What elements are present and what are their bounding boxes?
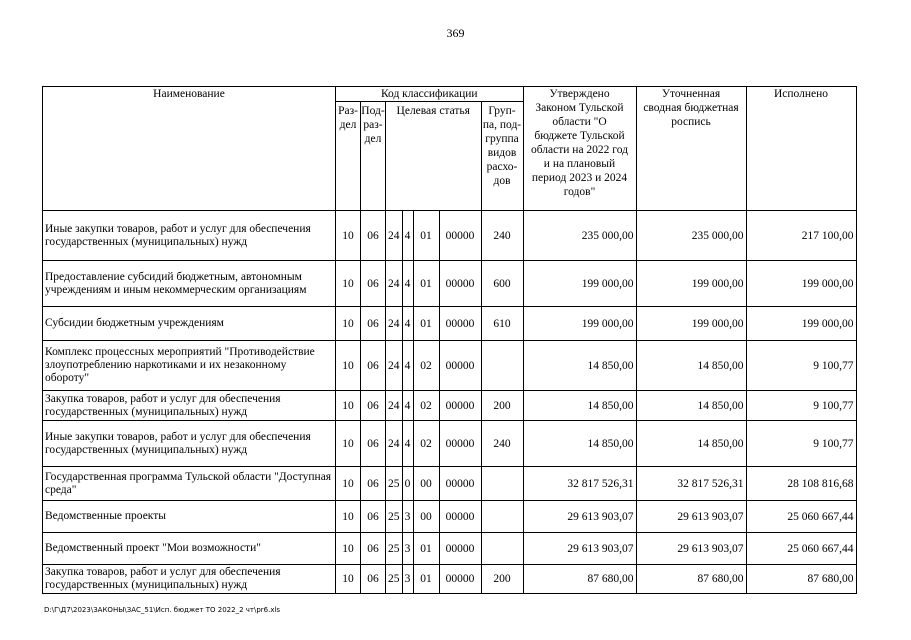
row-subsection: 06 bbox=[361, 261, 386, 307]
table-row bbox=[43, 565, 857, 594]
row-target-event: 02 bbox=[413, 391, 439, 421]
row-subsection: 06 bbox=[361, 391, 386, 421]
row-refined-amount: 14 850,00 bbox=[636, 341, 746, 391]
row-target-event: 01 bbox=[413, 533, 439, 565]
row-target-subprogram: 3 bbox=[402, 501, 413, 533]
row-section: 10 bbox=[336, 261, 361, 307]
row-expense-group bbox=[481, 501, 523, 533]
row-section: 10 bbox=[336, 391, 361, 421]
row-target-subprogram: 4 bbox=[402, 341, 413, 391]
row-refined-amount: 14 850,00 bbox=[636, 421, 746, 467]
row-section: 10 bbox=[336, 307, 361, 341]
row-section: 10 bbox=[336, 211, 361, 261]
page-number: 369 bbox=[446, 26, 465, 40]
row-target-program: 24 bbox=[386, 211, 403, 261]
row-name: Ведомственный проект "Мои возможности" bbox=[43, 533, 336, 565]
row-refined-amount: 199 000,00 bbox=[636, 261, 746, 307]
row-target-direction: 00000 bbox=[439, 533, 481, 565]
row-executed-amount: 25 060 667,44 bbox=[746, 501, 856, 533]
table-row bbox=[43, 467, 857, 501]
table-row bbox=[43, 211, 857, 261]
row-section: 10 bbox=[336, 467, 361, 501]
row-approved-amount: 29 613 903,07 bbox=[523, 501, 636, 533]
row-target-event: 00 bbox=[413, 467, 439, 501]
row-target-direction: 00000 bbox=[439, 341, 481, 391]
row-name: Иные закупки товаров, работ и услуг для обеспечения государственных (муниципальных) нужд bbox=[43, 211, 336, 261]
header-subsection: Под- раз- дел bbox=[361, 102, 386, 211]
row-section: 10 bbox=[336, 341, 361, 391]
row-target-program: 25 bbox=[386, 565, 403, 594]
row-refined-amount: 29 613 903,07 bbox=[636, 533, 746, 565]
row-target-subprogram: 3 bbox=[402, 565, 413, 594]
table-row bbox=[43, 261, 857, 307]
row-approved-amount: 199 000,00 bbox=[523, 261, 636, 307]
table-row bbox=[43, 421, 857, 467]
row-expense-group: 610 bbox=[481, 307, 523, 341]
row-target-subprogram: 4 bbox=[402, 391, 413, 421]
row-target-event: 01 bbox=[413, 211, 439, 261]
row-expense-group: 200 bbox=[481, 391, 523, 421]
row-subsection: 06 bbox=[361, 341, 386, 391]
row-target-event: 01 bbox=[413, 261, 439, 307]
table-row bbox=[43, 391, 857, 421]
row-target-direction: 00000 bbox=[439, 467, 481, 501]
row-approved-amount: 87 680,00 bbox=[523, 565, 636, 594]
row-target-event: 02 bbox=[413, 421, 439, 467]
header-classification-code: Код классификации bbox=[336, 87, 524, 102]
row-subsection: 06 bbox=[361, 501, 386, 533]
row-section: 10 bbox=[336, 533, 361, 565]
row-refined-amount: 199 000,00 bbox=[636, 307, 746, 341]
row-expense-group bbox=[481, 533, 523, 565]
row-expense-group bbox=[481, 341, 523, 391]
row-refined-amount: 32 817 526,31 bbox=[636, 467, 746, 501]
row-section: 10 bbox=[336, 501, 361, 533]
row-refined-amount: 235 000,00 bbox=[636, 211, 746, 261]
header-name: Наименование bbox=[43, 87, 336, 211]
file-path-footer: D:\Г\Д7\2023\ЗАКОНЫ\ЗАС_51\Исп. бюджет ТО 2022_2 чт\pr6.xls bbox=[44, 606, 281, 614]
row-target-event: 00 bbox=[413, 501, 439, 533]
row-refined-amount: 87 680,00 bbox=[636, 565, 746, 594]
row-target-program: 25 bbox=[386, 533, 403, 565]
row-executed-amount: 87 680,00 bbox=[746, 565, 856, 594]
row-target-subprogram: 3 bbox=[402, 533, 413, 565]
row-subsection: 06 bbox=[361, 211, 386, 261]
table-row bbox=[43, 341, 857, 391]
row-target-subprogram: 0 bbox=[402, 467, 413, 501]
budget-table bbox=[42, 86, 857, 594]
row-subsection: 06 bbox=[361, 307, 386, 341]
row-name: Закупка товаров, работ и услуг для обеспечения государственных (муниципальных) нужд bbox=[43, 565, 336, 594]
row-target-program: 24 bbox=[386, 391, 403, 421]
row-executed-amount: 25 060 667,44 bbox=[746, 533, 856, 565]
row-subsection: 06 bbox=[361, 533, 386, 565]
row-name: Государственная программа Тульской области "Доступная среда" bbox=[43, 467, 336, 501]
row-expense-group: 240 bbox=[481, 421, 523, 467]
row-approved-amount: 32 817 526,31 bbox=[523, 467, 636, 501]
row-target-direction: 00000 bbox=[439, 501, 481, 533]
table-body bbox=[43, 211, 857, 594]
row-executed-amount: 199 000,00 bbox=[746, 261, 856, 307]
header-section: Раз- дел bbox=[336, 102, 361, 211]
header-expense-group: Груп- па, под- группа видов расхо- дов bbox=[481, 102, 523, 211]
row-target-subprogram: 4 bbox=[402, 261, 413, 307]
header-target-article: Целевая статья bbox=[386, 102, 482, 211]
row-target-program: 24 bbox=[386, 421, 403, 467]
row-target-subprogram: 4 bbox=[402, 307, 413, 341]
row-target-event: 01 bbox=[413, 307, 439, 341]
table-row bbox=[43, 307, 857, 341]
row-target-subprogram: 4 bbox=[402, 211, 413, 261]
row-executed-amount: 28 108 816,68 bbox=[746, 467, 856, 501]
row-target-program: 25 bbox=[386, 467, 403, 501]
row-target-direction: 00000 bbox=[439, 211, 481, 261]
table-row bbox=[43, 533, 857, 565]
row-approved-amount: 235 000,00 bbox=[523, 211, 636, 261]
row-executed-amount: 199 000,00 bbox=[746, 307, 856, 341]
row-approved-amount: 14 850,00 bbox=[523, 421, 636, 467]
row-target-direction: 00000 bbox=[439, 565, 481, 594]
row-approved-amount: 199 000,00 bbox=[523, 307, 636, 341]
row-expense-group: 600 bbox=[481, 261, 523, 307]
row-target-program: 24 bbox=[386, 307, 403, 341]
row-target-program: 25 bbox=[386, 501, 403, 533]
row-expense-group: 200 bbox=[481, 565, 523, 594]
row-expense-group bbox=[481, 467, 523, 501]
row-approved-amount: 29 613 903,07 bbox=[523, 533, 636, 565]
header-refined: Уточненная сводная бюджетная роспись bbox=[636, 87, 746, 211]
row-refined-amount: 29 613 903,07 bbox=[636, 501, 746, 533]
row-name: Комплекс процессных мероприятий "Противодействие злоупотреблению наркотиками и их незаконному обороту" bbox=[43, 341, 336, 391]
row-subsection: 06 bbox=[361, 467, 386, 501]
row-target-subprogram: 4 bbox=[402, 421, 413, 467]
row-target-event: 01 bbox=[413, 565, 439, 594]
row-approved-amount: 14 850,00 bbox=[523, 341, 636, 391]
row-target-direction: 00000 bbox=[439, 391, 481, 421]
row-target-program: 24 bbox=[386, 341, 403, 391]
row-executed-amount: 217 100,00 bbox=[746, 211, 856, 261]
row-section: 10 bbox=[336, 565, 361, 594]
header-executed: Исполнено bbox=[746, 87, 856, 211]
row-target-direction: 00000 bbox=[439, 307, 481, 341]
row-target-program: 24 bbox=[386, 261, 403, 307]
row-name: Закупка товаров, работ и услуг для обеспечения государственных (муниципальных) нужд bbox=[43, 391, 336, 421]
row-subsection: 06 bbox=[361, 421, 386, 467]
row-refined-amount: 14 850,00 bbox=[636, 391, 746, 421]
row-target-event: 02 bbox=[413, 341, 439, 391]
row-executed-amount: 9 100,77 bbox=[746, 341, 856, 391]
header-approved: Утверждено Законом Тульской области "О бюджете Тульской области на 2022 год и на плановый период 2023 и 2024 годов" bbox=[523, 87, 636, 211]
row-target-direction: 00000 bbox=[439, 261, 481, 307]
table-row bbox=[43, 501, 857, 533]
row-name: Субсидии бюджетным учреждениям bbox=[43, 307, 336, 341]
row-expense-group: 240 bbox=[481, 211, 523, 261]
row-name: Ведомственные проекты bbox=[43, 501, 336, 533]
row-name: Иные закупки товаров, работ и услуг для обеспечения государственных (муниципальных) нужд bbox=[43, 421, 336, 467]
row-executed-amount: 9 100,77 bbox=[746, 421, 856, 467]
row-executed-amount: 9 100,77 bbox=[746, 391, 856, 421]
row-approved-amount: 14 850,00 bbox=[523, 391, 636, 421]
row-name: Предоставление субсидий бюджетным, автономным учреждениям и иным некоммерческим организациям bbox=[43, 261, 336, 307]
row-subsection: 06 bbox=[361, 565, 386, 594]
row-target-direction: 00000 bbox=[439, 421, 481, 467]
row-section: 10 bbox=[336, 421, 361, 467]
